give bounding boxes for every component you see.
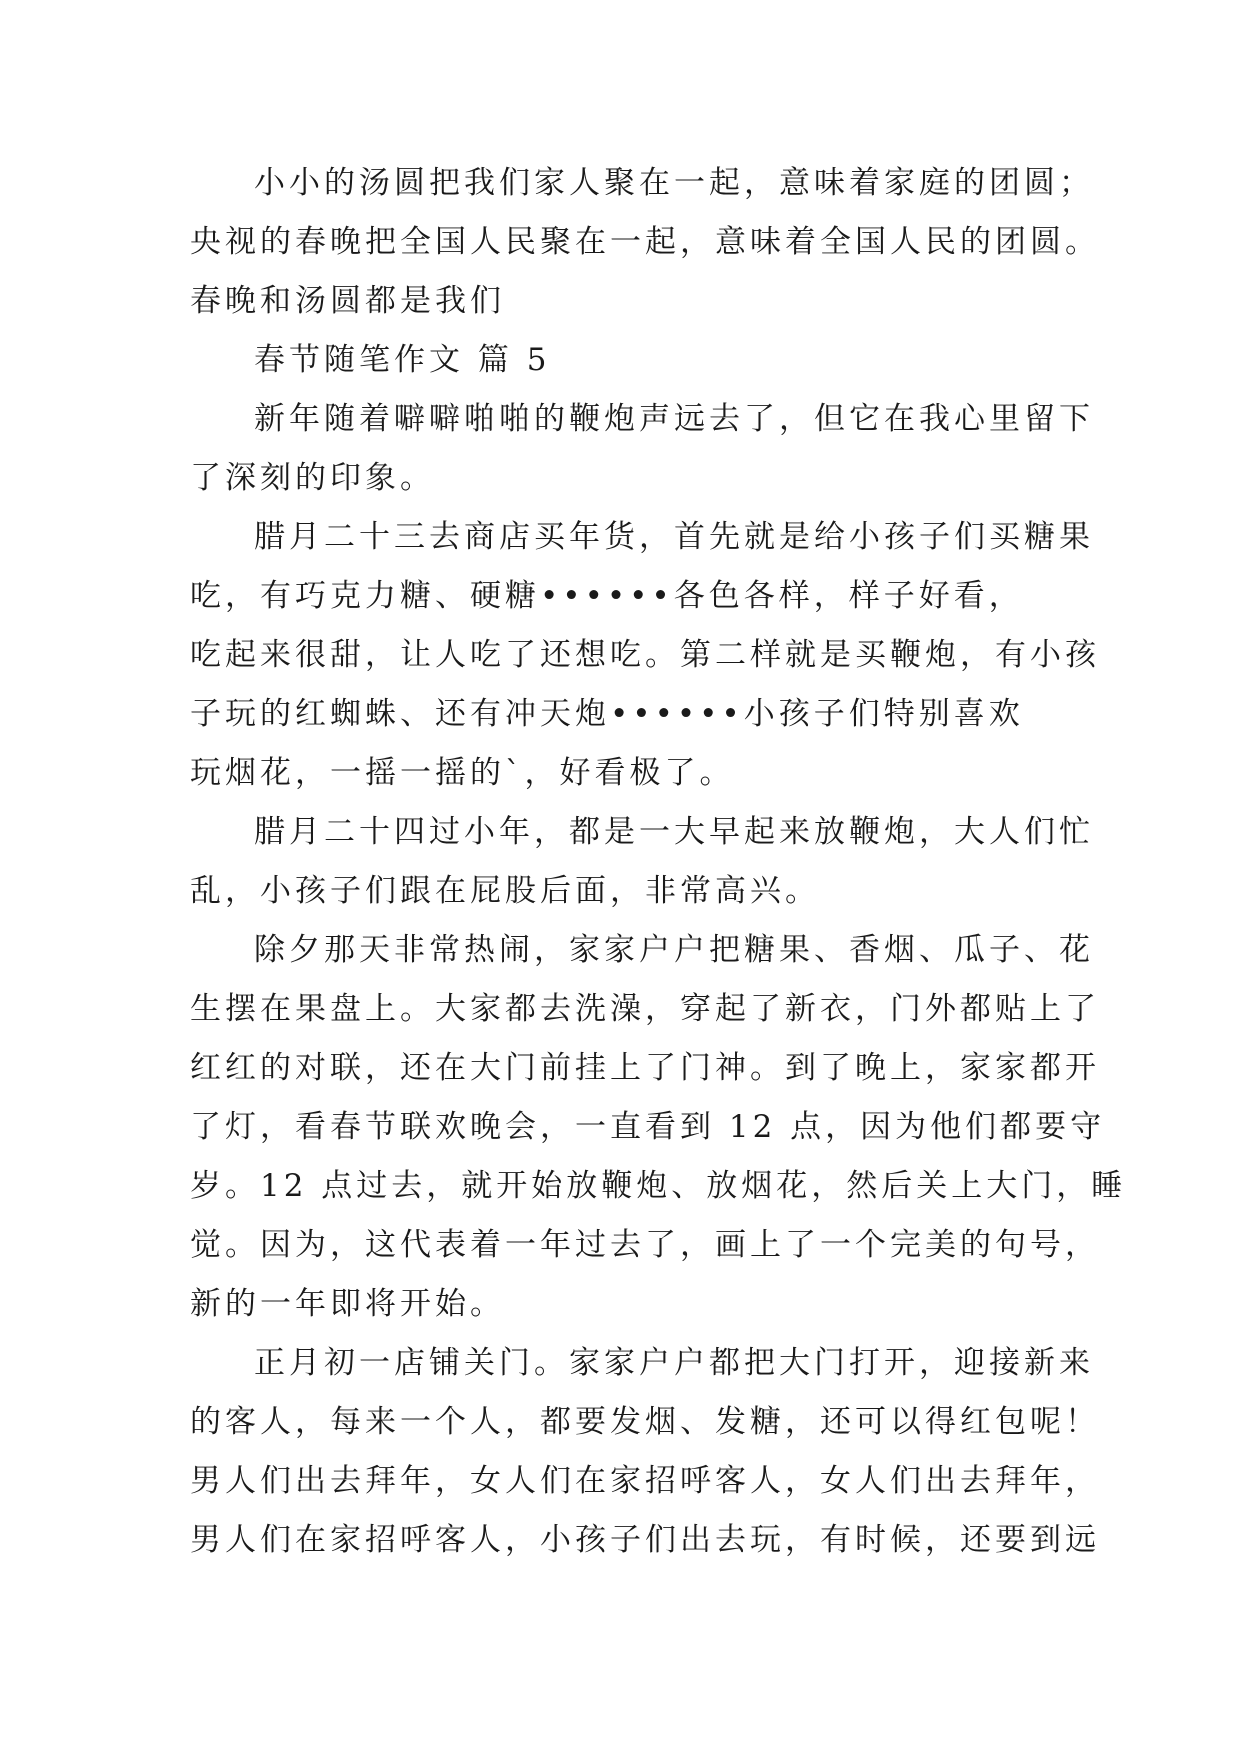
text-line: 央视的春晚把全国人民聚在一起，意味着全国人民的团圆。 xyxy=(190,224,1100,260)
text-line: 了灯，看春节联欢晚会，一直看到 12 点，因为他们都要守 xyxy=(190,1109,1106,1145)
text-line: 红红的对联，还在大门前挂上了门神。到了晚上，家家都开 xyxy=(190,1050,1100,1086)
text-line: 玩烟花，一摇一摇的`，好看极了。 xyxy=(190,755,735,791)
text-line: 了深刻的印象。 xyxy=(190,460,435,496)
text-line: 吃起来很甜，让人吃了还想吃。第二样就是买鞭炮，有小孩 xyxy=(190,637,1100,673)
text-line: 乱，小孩子们跟在屁股后面，非常高兴。 xyxy=(190,873,820,909)
text-line: 新年随着噼噼啪啪的鞭炮声远去了，但它在我心里留下 xyxy=(254,401,1094,437)
text-line: 小小的汤圆把我们家人聚在一起，意味着家庭的团圆； xyxy=(254,165,1094,201)
text-line: 正月初一店铺关门。家家户户都把大门打开，迎接新来 xyxy=(254,1345,1094,1381)
article-body xyxy=(190,154,1127,1570)
text-line: 新的一年即将开始。 xyxy=(190,1286,505,1322)
text-line: 男人们在家招呼客人，小孩子们出去玩，有时候，还要到远 xyxy=(190,1522,1100,1558)
text-line: 腊月二十三去商店买年货，首先就是给小孩子们买糖果 xyxy=(254,519,1094,555)
text-line: 春晚和汤圆都是我们 xyxy=(190,283,505,319)
text-line: 吃，有巧克力糖、硬糖••••••各色各样，样子好看， xyxy=(190,578,1024,614)
text-line: 的客人，每来一个人，都要发烟、发糖，还可以得红包呢！ xyxy=(190,1404,1100,1440)
text-line: 岁。12 点过去，就开始放鞭炮、放烟花，然后关上大门，睡 xyxy=(190,1168,1127,1204)
section-heading: 春节随笔作文 篇 5 xyxy=(254,342,551,378)
text-line: 男人们出去拜年，女人们在家招呼客人，女人们出去拜年， xyxy=(190,1463,1100,1499)
text-line: 觉。因为，这代表着一年过去了，画上了一个完美的句号， xyxy=(190,1227,1100,1263)
text-line: 腊月二十四过小年，都是一大早起来放鞭炮，大人们忙 xyxy=(254,814,1094,850)
text-line: 子玩的红蜘蛛、还有冲天炮••••••小孩子们特别喜欢 xyxy=(190,696,1024,732)
text-line: 除夕那天非常热闹，家家户户把糖果、香烟、瓜子、花 xyxy=(254,932,1094,968)
text-line: 生摆在果盘上。大家都去洗澡，穿起了新衣，门外都贴上了 xyxy=(190,991,1100,1027)
